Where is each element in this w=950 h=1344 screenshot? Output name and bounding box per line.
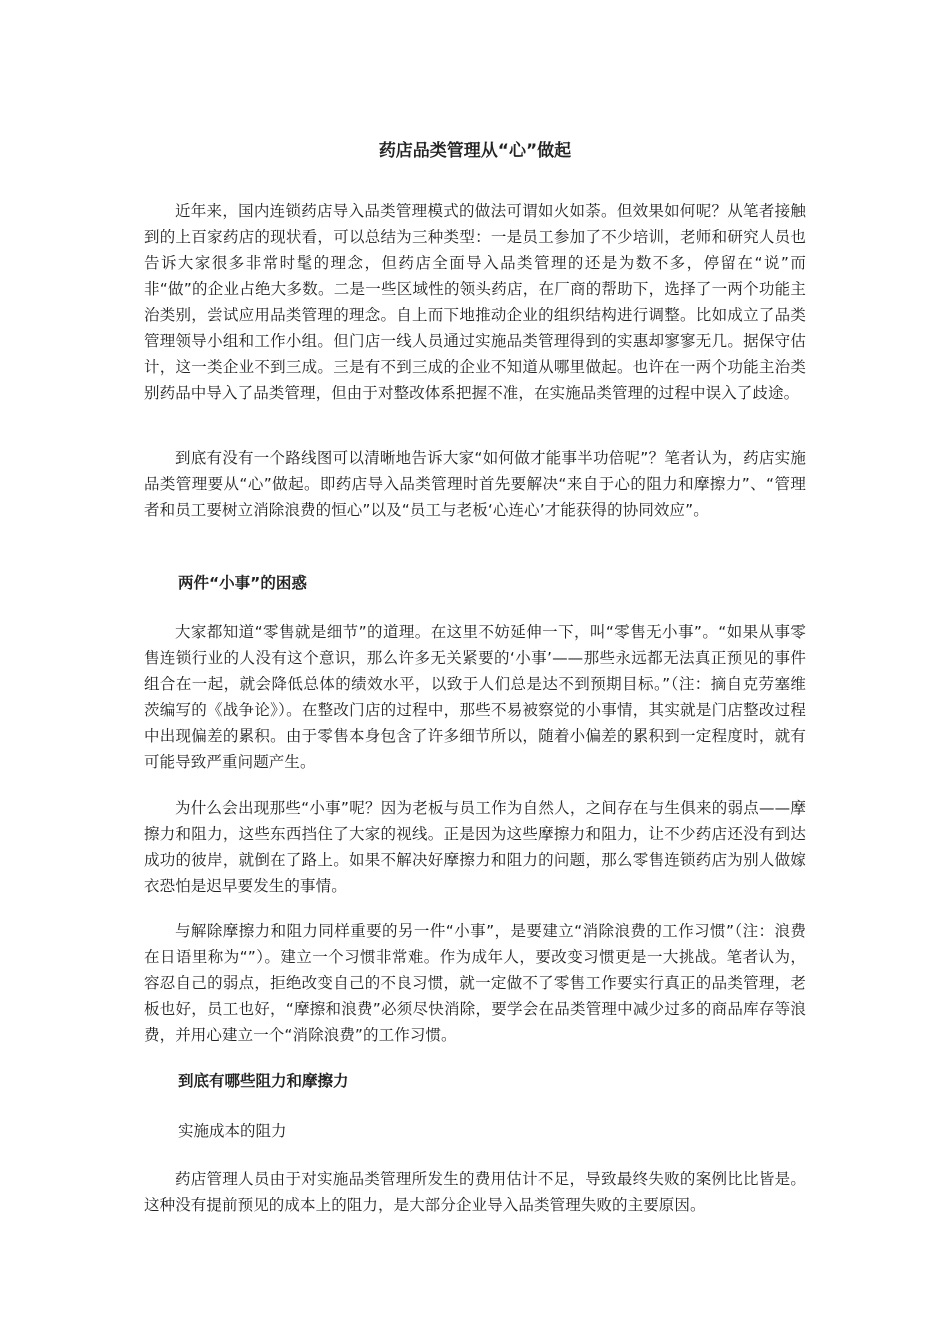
- paragraph-waste-habit: 与解除摩擦力和阻力同样重要的另一件“小事”，是要建立“消除浪费的工作习惯”（注：浪费在日语里称为“”）。建立一个习惯非常难。作为成年人，要改变习惯更是一大挑战。笔者认为，容忍自己的弱点，拒绝改变自己的不良习惯，就一定做不了零售工作要实行真正的品类管理，老板也好，员工也好，“摩擦和浪费”必须尽快消除，要学会在品类管理中减少过多的商品库存等浪费，并用心建立一个“消除浪费”的工作习惯。: [144, 922, 806, 1044]
- paragraph-friction: 为什么会出现那些“小事”呢？因为老板与员工作为自然人，之间存在与生俱来的弱点——摩擦力和阻力，这些东西挡住了大家的视线。正是因为这些摩擦力和阻力，让不少药店还没有到达成功的彼岸，就倒在了路上。如果不解决好摩擦力和阻力的问题，那么零售连锁药店为别人做嫁衣恐怕是迟早要发生的事情。: [144, 799, 806, 895]
- document-title: 药店品类管理从“心”做起: [378, 141, 572, 161]
- section-heading-small-things: 两件“小事”的困惑: [178, 574, 307, 592]
- paragraph-cost-resistance: 药店管理人员由于对实施品类管理所发生的费用估计不足，导致最终失败的案例比比皆是。这种没有提前预见的成本上的阻力，是大部分企业导入品类管理失败的主要原因。: [144, 1170, 806, 1214]
- paragraph-roadmap: 到底有没有一个路线图可以清晰地告诉大家“如何做才能事半功倍呢”？笔者认为，药店实施品类管理要从“心”做起。即药店导入品类管理时首先要解决“来自于心的阻力和摩擦力”、“管理者和员工要树立消除浪费的恒心”以及“员工与老板‘心连心’才能获得的协同效应”。: [144, 449, 806, 519]
- section-heading-resistance: 到底有哪些阻力和摩擦力: [178, 1072, 349, 1090]
- paragraph-retail-details: 大家都知道“零售就是细节”的道理。在这里不妨延伸一下，叫“零售无小事”。“如果从事零售连锁行业的人没有这个意识，那么许多无关紧要的‘小事’——那些永远都无法真正预见的事件组合在一起，就会降低总体的绩效水平，以致于人们总是达不到预期目标。”（注：摘自克劳塞维茨编写的《战争论》）。在整改门店的过程中，那些不易被察觉的小事情，其实就是门店整改过程中出现偏差的累积。由于零售本身包含了许多细节所以，随着小偏差的累积到一定程度时，就有可能导致严重问题产生。: [144, 623, 806, 771]
- subsection-heading-cost: 实施成本的阻力: [178, 1122, 287, 1140]
- paragraph-intro: 近年来，国内连锁药店导入品类管理模式的做法可谓如火如荼。但效果如何呢？从笔者接触到的上百家药店的现状看，可以总结为三种类型：一是员工参加了不少培训，老师和研究人员也告诉大家很多非常时髦的理念，但药店全面导入品类管理的还是为数不多，停留在“说”而非“做”的企业占绝大多数。二是一些区域性的领头药店，在厂商的帮助下，选择了一两个功能主治类别，尝试应用品类管理的理念。自上而下地推动企业的组织结构进行调整。比如成立了品类管理领导小组和工作小组。但门店一线人员通过实施品类管理得到的实惠却寥寥无几。据保守估计，这一类企业不到三成。三是有不到三成的企业不知道从哪里做起。也许在一两个功能主治类别药品中导入了品类管理，但由于对整改体系把握不准，在实施品类管理的过程中误入了歧途。: [144, 202, 806, 402]
